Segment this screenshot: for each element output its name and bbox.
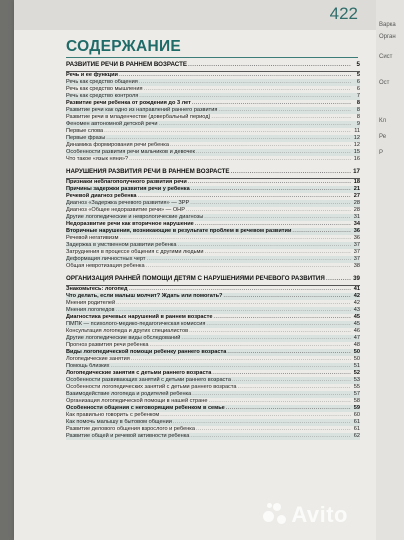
toc-page-number: 37 xyxy=(353,256,360,262)
toc-entry xyxy=(66,342,360,349)
toc-entry xyxy=(66,328,360,335)
dot-leader xyxy=(110,363,351,370)
dot-leader xyxy=(188,179,351,186)
toc-entry xyxy=(66,363,360,370)
dot-leader xyxy=(191,186,351,193)
book-page xyxy=(14,0,378,540)
toc-page-number: 47 xyxy=(353,335,360,341)
toc-page-number: 8 xyxy=(356,114,360,120)
dot-leader xyxy=(139,93,351,100)
dot-leader xyxy=(208,398,351,405)
toc-entry xyxy=(66,256,360,263)
toc-entry-title: Речевой негативизм xyxy=(66,235,119,241)
toc-page-number: 12 xyxy=(353,142,360,148)
toc-page-number: 50 xyxy=(353,349,360,355)
toc-page-number: 36 xyxy=(353,235,360,241)
dot-leader xyxy=(196,149,351,156)
dot-leader xyxy=(192,100,351,107)
toc-entry-title: Речь как средство мышления xyxy=(66,86,143,92)
toc-entry xyxy=(66,377,360,384)
toc-entry-title: Мнения родителей xyxy=(66,300,116,306)
avito-logo-icon xyxy=(263,503,287,527)
dot-leader xyxy=(138,193,352,200)
toc-entry-title: Диагностика речевых нарушений в раннем возрасте xyxy=(66,314,213,320)
toc-entry xyxy=(66,356,360,363)
toc-entry-title: ПМПК — психолого-медико-педагогическая комиссия xyxy=(66,321,206,327)
dot-leader xyxy=(292,228,351,235)
toc-entry xyxy=(66,263,360,270)
toc-page-number: 62 xyxy=(353,433,360,439)
toc-page-number: 58 xyxy=(353,398,360,404)
toc-entry xyxy=(66,349,360,356)
toc-entry xyxy=(66,86,360,93)
adjacent-page-text: Варка xyxy=(379,22,396,28)
toc-entry-title: Другие логопедические виды обследований xyxy=(66,335,181,341)
dot-leader xyxy=(188,60,351,69)
toc-entry-title: Задержка в умственном развитии ребенка xyxy=(66,242,177,248)
toc-entry-title: Речь как средство общения xyxy=(66,79,138,85)
toc-page-number: 59 xyxy=(353,405,360,411)
toc-entry xyxy=(66,228,360,235)
toc-page-number: 46 xyxy=(353,328,360,334)
adjacent-page-text: Кл xyxy=(379,118,386,124)
toc-entry-title: Речевой диагноз ребенка xyxy=(66,193,137,199)
toc-entry-title: Организация логопедической помощи в нашей стране xyxy=(66,398,208,404)
page-number: 422 xyxy=(329,4,358,23)
toc-entry-title: РАЗВИТИЕ РЕЧИ В РАННЕМ ВОЗРАСТЕ xyxy=(66,61,187,68)
title-rule xyxy=(66,57,358,58)
toc-entry-title: Особенности логопедических занятий с детьми раннего возраста xyxy=(66,384,237,390)
toc-page-number: 43 xyxy=(353,307,360,313)
dot-leader xyxy=(218,107,351,114)
dot-leader xyxy=(147,256,352,263)
dot-leader xyxy=(211,114,351,121)
adjacent-page-text: Р xyxy=(379,150,384,156)
toc-entry-title: Виды логопедической помощи ребенку раннего возраста xyxy=(66,349,227,355)
toc-page-number: 6 xyxy=(356,79,360,85)
toc-page-number: 18 xyxy=(353,179,360,185)
dot-leader xyxy=(129,156,351,163)
toc-entry-title: Развитие речи в младенчестве (доверб‌альный период) xyxy=(66,114,211,120)
toc-entry-title: Развитие речи как одно из направлений раннего развития xyxy=(66,107,218,113)
toc-entry-title: Как правильно говорить с ребенком xyxy=(66,412,160,418)
toc-entry xyxy=(66,186,360,193)
toc-page-number: 8 xyxy=(356,107,360,113)
toc-entry-title: Диагноз «Общее недоразвитие речи» — ОНР xyxy=(66,207,185,213)
dot-leader xyxy=(213,314,351,321)
toc-page-number: 52 xyxy=(353,370,360,376)
toc-page-number: 45 xyxy=(353,314,360,320)
toc-entry-title: Что делать, если малыш молчит? Ждать или помогать? xyxy=(66,293,223,299)
toc-entry xyxy=(66,93,360,100)
toc-page-number: 17 xyxy=(353,168,360,175)
toc-entry xyxy=(66,114,360,121)
toc-page-number: 5 xyxy=(356,61,360,68)
toc-entry xyxy=(66,433,360,440)
toc-entry xyxy=(66,72,360,79)
toc-entry-title: Логопедические занятия xyxy=(66,356,130,362)
toc-page-number: 5 xyxy=(356,72,360,78)
dot-leader xyxy=(196,426,351,433)
section-heading xyxy=(66,274,360,283)
toc-entry-title: НАРУШЕНИЯ РАЗВИТИЯ РЕЧИ В РАННЕМ ВОЗРАСТЕ xyxy=(66,168,230,175)
adjacent-page-text: Сист xyxy=(379,54,393,60)
page-title: СОДЕРЖАНИЕ xyxy=(66,38,182,55)
toc-entry xyxy=(66,242,360,249)
toc-entry-title: Мнения логопедов xyxy=(66,307,115,313)
adjacent-page-text: Ре xyxy=(379,134,387,140)
toc-page-number: 57 xyxy=(353,391,360,397)
toc-entry-title: Особенности развития речи мальчиков и девочек xyxy=(66,149,195,155)
toc-page-number: 61 xyxy=(353,419,360,425)
dot-leader xyxy=(189,328,351,335)
toc-entry xyxy=(66,384,360,391)
toc-entry-title: Признаки неблагополучного развития речи xyxy=(66,179,187,185)
toc-page-number: 60 xyxy=(353,412,360,418)
adjacent-page-text: Ост xyxy=(379,80,390,86)
toc-entry-title: Развитие общей и речевой активности ребенка xyxy=(66,433,190,439)
toc-page-number: 50 xyxy=(353,356,360,362)
toc-page-number: 53 xyxy=(353,377,360,383)
toc-entry-title: Помощь близких xyxy=(66,363,110,369)
toc-entry xyxy=(66,314,360,321)
toc-entry-title: Общая невротизация ребенка xyxy=(66,263,145,269)
toc-entry xyxy=(66,405,360,412)
dot-leader xyxy=(206,321,351,328)
toc-entry xyxy=(66,156,360,163)
toc-page-number: 38 xyxy=(353,263,360,269)
dot-leader xyxy=(119,235,351,242)
toc-entry-title: Другие логопедические и неврологические диагнозы xyxy=(66,214,204,220)
toc-entry-title: Первые фразы xyxy=(66,135,106,141)
toc-page-number: 42 xyxy=(353,293,360,299)
dot-leader xyxy=(119,72,351,79)
dot-leader xyxy=(226,405,351,412)
toc-entry-title: Вторичные нарушения, возникающие в результате проблем в речевом развитии xyxy=(66,228,292,234)
dot-leader xyxy=(159,121,351,128)
avito-watermark xyxy=(263,502,348,528)
toc-page-number: 21 xyxy=(353,186,360,192)
toc-entry xyxy=(66,135,360,142)
toc-page-number: 55 xyxy=(353,384,360,390)
toc-page-number: 37 xyxy=(353,249,360,255)
dot-leader xyxy=(173,419,351,426)
toc-entry-title: Знакомьтесь: логопед xyxy=(66,286,128,292)
toc-entry xyxy=(66,370,360,377)
toc-entry xyxy=(66,121,360,128)
toc-page-number: 28 xyxy=(353,207,360,213)
toc-entry-title: Логопедические занятия с детьми раннего возраста xyxy=(66,370,212,376)
toc-entry xyxy=(66,149,360,156)
dot-leader xyxy=(223,293,351,300)
dot-leader xyxy=(190,433,351,440)
toc-entry-title: Консультация логопеда и других специалистов xyxy=(66,328,189,334)
toc-entry xyxy=(66,221,360,228)
toc-page-number: 8 xyxy=(356,100,360,106)
toc-page-number: 39 xyxy=(353,275,360,282)
toc-entry-title: Особенности общения с неговорящим ребенком в семье xyxy=(66,405,225,411)
toc-entry-title: Взаимодействие логопеда и родителей ребенка xyxy=(66,391,192,397)
toc-page-number: 15 xyxy=(353,149,360,155)
dot-leader xyxy=(146,263,351,270)
toc-entry-title: Деформация личностных черт xyxy=(66,256,146,262)
dot-leader xyxy=(139,79,351,86)
toc-page-number: 37 xyxy=(353,242,360,248)
toc-page-number: 41 xyxy=(353,286,360,292)
table-of-contents xyxy=(66,60,360,440)
dot-leader xyxy=(237,384,351,391)
top-strip xyxy=(14,0,378,30)
toc-entry xyxy=(66,79,360,86)
toc-entry-title: Диагноз «Задержка речевого развития» — ЗРР xyxy=(66,200,190,206)
toc-entry xyxy=(66,419,360,426)
toc-entry-title: Недоразвитие речи как вторичное нарушение xyxy=(66,221,194,227)
toc-page-number: 16 xyxy=(353,156,360,162)
dot-leader xyxy=(181,335,351,342)
dot-leader xyxy=(326,274,351,283)
toc-entry xyxy=(66,426,360,433)
toc-entry-title: ОРГАНИЗАЦИЯ РАННЕЙ ПОМОЩИ ДЕТЯМ С НАРУШЕНИЯМИ РЕЧЕВОГО РАЗВИТИЯ xyxy=(66,275,325,282)
dot-leader xyxy=(190,200,351,207)
toc-entry xyxy=(66,391,360,398)
toc-page-number: 42 xyxy=(353,300,360,306)
toc-entry xyxy=(66,193,360,200)
dot-leader xyxy=(205,249,351,256)
dot-leader xyxy=(129,286,351,293)
toc-entry-title: Причины задержки развития речи у ребенка xyxy=(66,186,190,192)
toc-entry xyxy=(66,179,360,186)
toc-entry xyxy=(66,300,360,307)
toc-entry xyxy=(66,412,360,419)
dot-leader xyxy=(232,377,351,384)
toc-entry xyxy=(66,293,360,300)
toc-entry xyxy=(66,398,360,405)
toc-entry xyxy=(66,249,360,256)
toc-entry xyxy=(66,200,360,207)
dot-leader xyxy=(186,207,351,214)
toc-entry-title: Первые слова xyxy=(66,128,104,134)
toc-entry xyxy=(66,235,360,242)
toc-entry xyxy=(66,100,360,107)
dot-leader xyxy=(227,349,351,356)
toc-page-number: 27 xyxy=(353,193,360,199)
toc-entry xyxy=(66,307,360,314)
adjacent-page-text: Орган xyxy=(379,34,396,40)
toc-page-number: 61 xyxy=(353,426,360,432)
dot-leader xyxy=(231,167,351,176)
toc-entry-title: Развитие речи ребенка от рождения до 3 лет xyxy=(66,100,191,106)
toc-entry-title: Как помочь малышу в бытовом общении xyxy=(66,419,172,425)
toc-entry xyxy=(66,321,360,328)
toc-page-number: 7 xyxy=(356,93,360,99)
toc-page-number: 12 xyxy=(353,135,360,141)
toc-entry-title: Динамика формирования речи ребенка xyxy=(66,142,169,148)
toc-entry xyxy=(66,214,360,221)
dot-leader xyxy=(204,214,351,221)
toc-page-number: 34 xyxy=(353,221,360,227)
dot-leader xyxy=(149,342,351,349)
toc-entry-title: Речь как средство контроля xyxy=(66,93,139,99)
watermark-text: Avito xyxy=(291,502,348,527)
toc-entry xyxy=(66,128,360,135)
dot-leader xyxy=(212,370,351,377)
dot-leader xyxy=(144,86,351,93)
toc-entry-title: Речь и ее функции xyxy=(66,72,118,78)
toc-entry xyxy=(66,142,360,149)
dot-leader xyxy=(116,300,351,307)
toc-page-number: 6 xyxy=(356,86,360,92)
toc-entry xyxy=(66,335,360,342)
toc-entry-title: Что такое «язык няни»? xyxy=(66,156,129,162)
toc-page-number: 36 xyxy=(353,228,360,234)
dot-leader xyxy=(116,307,352,314)
toc-page-number: 11 xyxy=(354,128,360,134)
toc-page-number: 28 xyxy=(353,200,360,206)
adjacent-page xyxy=(376,0,404,540)
dot-leader xyxy=(192,391,351,398)
section-heading xyxy=(66,167,360,176)
dot-leader xyxy=(104,128,351,135)
toc-entry xyxy=(66,207,360,214)
toc-entry-title: Особенности развивающих занятий с детьми раннего возраста xyxy=(66,377,231,383)
toc-entry xyxy=(66,286,360,293)
section-heading xyxy=(66,60,360,69)
dot-leader xyxy=(131,356,351,363)
dot-leader xyxy=(160,412,351,419)
toc-page-number: 48 xyxy=(353,342,360,348)
toc-entry-title: Затруднения в процессе общения с другими людьми xyxy=(66,249,204,255)
toc-entry xyxy=(66,107,360,114)
toc-entry-title: Развитие делового общения взрослого и ребенка xyxy=(66,426,195,432)
toc-page-number: 45 xyxy=(353,321,360,327)
toc-entry-title: Феномен автономной детской речи xyxy=(66,121,158,127)
toc-page-number: 31 xyxy=(353,214,360,220)
toc-page-number: 9 xyxy=(356,121,360,127)
toc-page-number: 51 xyxy=(353,363,360,369)
dot-leader xyxy=(195,221,351,228)
dot-leader xyxy=(106,135,351,142)
dot-leader xyxy=(170,142,351,149)
dot-leader xyxy=(178,242,352,249)
toc-entry-title: Прогноз развития речи ребенка xyxy=(66,342,149,348)
